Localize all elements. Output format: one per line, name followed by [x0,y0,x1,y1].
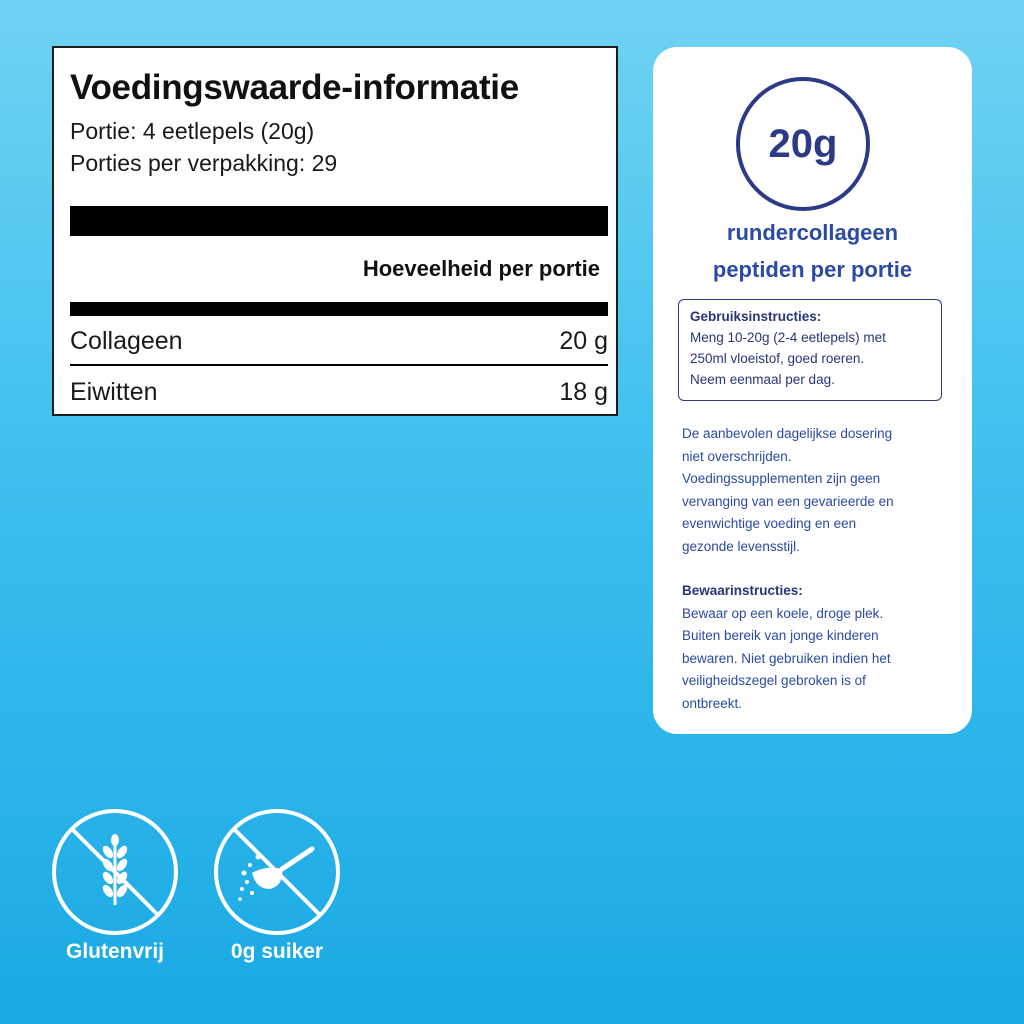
warning-line: niet overschrijden. [682,448,792,464]
headline-line-1: rundercollageen [726,220,899,245]
storage-line: bewaren. Niet gebruiken indien het [682,650,891,666]
amount-circle: 20g [736,77,870,211]
usage-line: 250ml vloeistof, goed roeren. [690,351,865,366]
usage-title: Gebruiksinstructies: [690,309,822,324]
nutrient-name: Eiwitten [70,377,158,406]
usage-line: Neem eenmaal per dag. [690,372,835,387]
no-wheat-icon [50,807,180,937]
servings-per-pack: Porties per verpakking: 29 [70,150,338,176]
storage-instructions [682,580,946,715]
product-info-card [653,47,972,734]
warning-line: evenwichtige voeding en een [682,516,857,531]
no-sugar-badge [212,807,342,937]
amount-per-serving-header: Hoeveelheid per portie [362,256,600,281]
nutrient-row-collagen [70,318,608,366]
storage-line: Bewaar op een koele, droge plek. [682,605,884,621]
warning-line: vervanging van een gevarieerde en [682,493,894,509]
headline-line-2: peptiden per portie [712,257,913,282]
nutrient-value: 18 g [559,377,608,406]
gluten-free-badge [50,807,180,937]
nutrient-name: Collageen [70,326,183,355]
divider-thick [70,206,608,236]
no-sugar-label: 0g suiker [230,940,324,963]
warning-line: gezonde levensstijl. [682,538,800,554]
no-sugar-icon [212,807,342,937]
nutrient-row-protein [70,368,608,416]
nutrient-value: 20 g [559,326,608,355]
serving-size: Portie: 4 eetlepels (20g) [70,118,315,144]
storage-line: veiligheidszegel gebroken is of [682,673,866,688]
storage-line: ontbreekt. [682,695,743,711]
nutrition-facts-panel [52,46,618,416]
warning-line: Voedingssupplementen zijn geen [682,471,881,486]
gluten-free-label: Glutenvrij [65,940,165,963]
nutrition-title: Voedingswaarde-informatie [70,68,519,107]
storage-title: Bewaarinstructies: [682,583,803,598]
warning-line: De aanbevolen dagelijkse dosering [682,426,893,441]
dosage-warning [682,423,946,558]
divider-medium [70,302,608,316]
storage-line: Buiten bereik van jonge kinderen [682,628,879,643]
usage-line: Meng 10-20g (2-4 eetlepels) met [690,330,886,345]
usage-instructions-box [678,299,942,401]
